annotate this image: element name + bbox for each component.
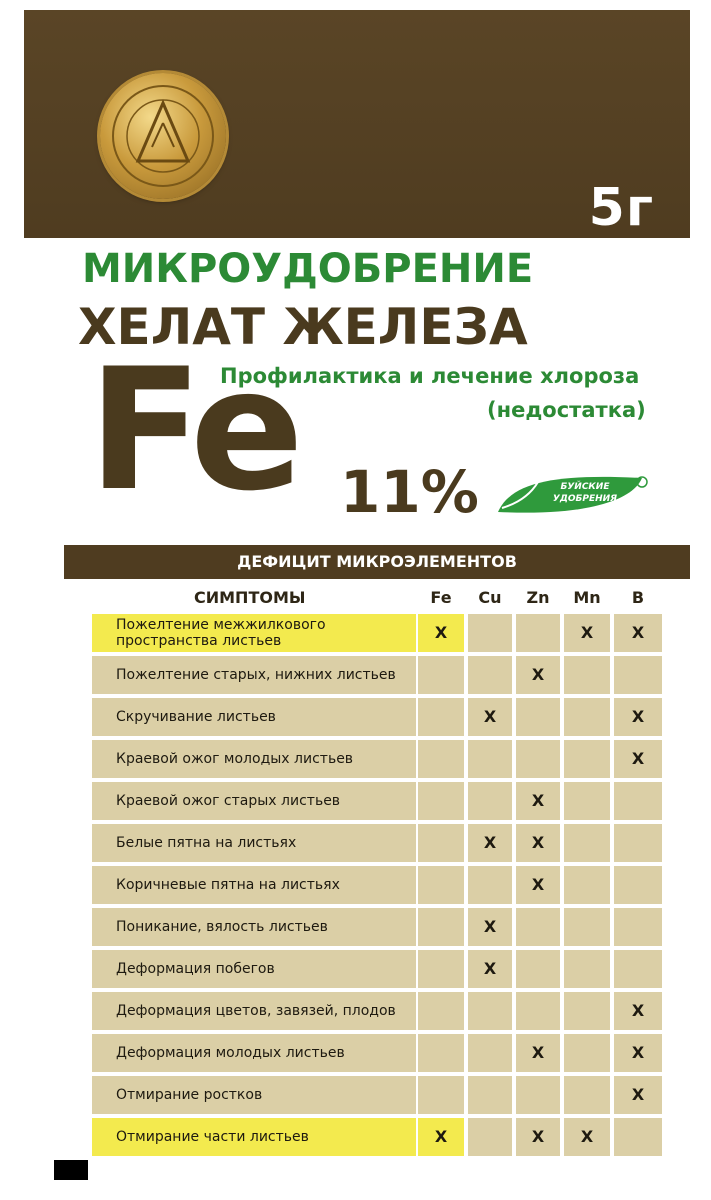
mark-cell-mn xyxy=(564,950,610,988)
symptom-cell: Скручивание листьев xyxy=(92,698,416,736)
purpose-line-2: (недостатка) xyxy=(487,398,646,422)
brand-logo-line1: БУЙСКИЕ xyxy=(560,482,610,492)
mark-cell-mn xyxy=(564,866,610,904)
mark-cell-mn xyxy=(564,908,610,946)
table-row xyxy=(64,656,690,694)
mark-cell-b: X xyxy=(614,698,662,736)
mark-cell-cu: X xyxy=(468,824,512,862)
mark-cell-zn xyxy=(516,950,560,988)
mark-cell-fe xyxy=(418,656,464,694)
symptom-cell: Белые пятна на листьях xyxy=(92,824,416,862)
table-row xyxy=(64,614,690,652)
mark-cell-fe xyxy=(418,1034,464,1072)
symptom-cell: Деформация побегов xyxy=(92,950,416,988)
mark-cell-cu: X xyxy=(468,908,512,946)
mark-cell-zn: X xyxy=(516,1034,560,1072)
mark-cell-mn xyxy=(564,1034,610,1072)
mark-cell-mn: X xyxy=(564,614,610,652)
symptom-cell: Коричневые пятна на листьях xyxy=(92,866,416,904)
symptom-cell: Пожелтение межжилкового пространства листьев xyxy=(92,614,416,652)
column-header-mn: Mn xyxy=(573,588,601,607)
mark-cell-b: X xyxy=(614,614,662,652)
symptom-cell: Краевой ожог молодых листьев xyxy=(92,740,416,778)
mark-cell-zn xyxy=(516,740,560,778)
mark-cell-fe xyxy=(418,1076,464,1114)
mark-cell-zn: X xyxy=(516,656,560,694)
mark-cell-b: X xyxy=(614,992,662,1030)
fertilizer-package xyxy=(24,10,690,1180)
mark-cell-cu xyxy=(468,656,512,694)
mark-cell-zn xyxy=(516,698,560,736)
mark-cell-b: X xyxy=(614,1076,662,1114)
mark-cell-mn xyxy=(564,992,610,1030)
mark-cell-cu xyxy=(468,614,512,652)
mark-cell-b xyxy=(614,866,662,904)
product-type: МИКРОУДОБРЕНИЕ xyxy=(82,246,534,292)
brand-logo-text xyxy=(537,481,633,505)
mark-cell-b: X xyxy=(614,1034,662,1072)
mark-cell-mn xyxy=(564,740,610,778)
mark-cell-fe xyxy=(418,740,464,778)
quality-seal-icon xyxy=(100,73,226,199)
brand-logo xyxy=(492,472,650,520)
mark-cell-cu: X xyxy=(468,698,512,736)
mark-cell-fe xyxy=(418,992,464,1030)
table-row xyxy=(64,1034,690,1072)
package-weight: 5г xyxy=(588,178,654,238)
mark-cell-b: X xyxy=(614,740,662,778)
mark-cell-b xyxy=(614,656,662,694)
element-symbol: Fe xyxy=(88,332,298,528)
mark-cell-b xyxy=(614,950,662,988)
element-percent: 11% xyxy=(340,458,479,526)
symptom-cell: Пожелтение старых, нижних листьев xyxy=(92,656,416,694)
mark-cell-mn xyxy=(564,656,610,694)
table-title: ДЕФИЦИТ МИКРОЭЛЕМЕНТОВ xyxy=(64,545,690,579)
mark-cell-fe xyxy=(418,782,464,820)
mark-cell-cu xyxy=(468,1034,512,1072)
symptom-cell: Краевой ожог старых листьев xyxy=(92,782,416,820)
table-header xyxy=(64,588,690,614)
mark-cell-zn xyxy=(516,908,560,946)
mark-cell-zn xyxy=(516,614,560,652)
mark-cell-mn xyxy=(564,824,610,862)
mark-cell-fe xyxy=(418,824,464,862)
symptom-cell: Деформация молодых листьев xyxy=(92,1034,416,1072)
mark-cell-mn xyxy=(564,1076,610,1114)
mark-cell-cu xyxy=(468,866,512,904)
mark-cell-zn xyxy=(516,992,560,1030)
table-row xyxy=(64,950,690,988)
mark-cell-fe: X xyxy=(418,614,464,652)
table-row xyxy=(64,782,690,820)
table-row xyxy=(64,740,690,778)
table-row xyxy=(64,992,690,1030)
mark-cell-zn: X xyxy=(516,824,560,862)
mark-cell-cu xyxy=(468,782,512,820)
product-name: ХЕЛАТ ЖЕЛЕЗА xyxy=(78,298,528,356)
mark-cell-b xyxy=(614,782,662,820)
table-row xyxy=(64,1076,690,1114)
mark-cell-zn xyxy=(516,1076,560,1114)
mark-cell-mn xyxy=(564,782,610,820)
symptom-cell: Отмирание части листьев xyxy=(92,1118,416,1156)
symptom-cell: Отмирание ростков xyxy=(92,1076,416,1114)
package-corner xyxy=(54,1160,88,1180)
mark-cell-fe xyxy=(418,866,464,904)
symptoms-header: СИМПТОМЫ xyxy=(194,588,306,607)
mark-cell-cu xyxy=(468,992,512,1030)
mark-cell-cu xyxy=(468,1076,512,1114)
table-row xyxy=(64,866,690,904)
table-row xyxy=(64,698,690,736)
mark-cell-cu xyxy=(468,740,512,778)
mark-cell-b xyxy=(614,824,662,862)
mark-cell-fe xyxy=(418,950,464,988)
quality-seal-graphic xyxy=(100,73,226,199)
mark-cell-b xyxy=(614,1118,662,1156)
table-row xyxy=(64,1118,690,1156)
mark-cell-mn: X xyxy=(564,1118,610,1156)
column-header-zn: Zn xyxy=(526,588,550,607)
mark-cell-cu xyxy=(468,1118,512,1156)
purpose-line-1: Профилактика и лечение хлороза xyxy=(220,364,640,388)
column-header-fe: Fe xyxy=(430,588,452,607)
mark-cell-fe: X xyxy=(418,1118,464,1156)
mark-cell-b xyxy=(614,908,662,946)
mark-cell-fe xyxy=(418,698,464,736)
mark-cell-cu: X xyxy=(468,950,512,988)
mark-cell-zn: X xyxy=(516,1118,560,1156)
table-row xyxy=(64,908,690,946)
symptom-cell: Поникание, вялость листьев xyxy=(92,908,416,946)
column-header-cu: Cu xyxy=(478,588,502,607)
symptom-cell: Деформация цветов, завязей, плодов xyxy=(92,992,416,1030)
column-header-b: B xyxy=(631,588,645,607)
mark-cell-mn xyxy=(564,698,610,736)
table-row xyxy=(64,824,690,862)
mark-cell-zn: X xyxy=(516,866,560,904)
mark-cell-zn: X xyxy=(516,782,560,820)
brand-logo-line2: УДОБРЕНИЯ xyxy=(552,494,618,504)
mark-cell-fe xyxy=(418,908,464,946)
